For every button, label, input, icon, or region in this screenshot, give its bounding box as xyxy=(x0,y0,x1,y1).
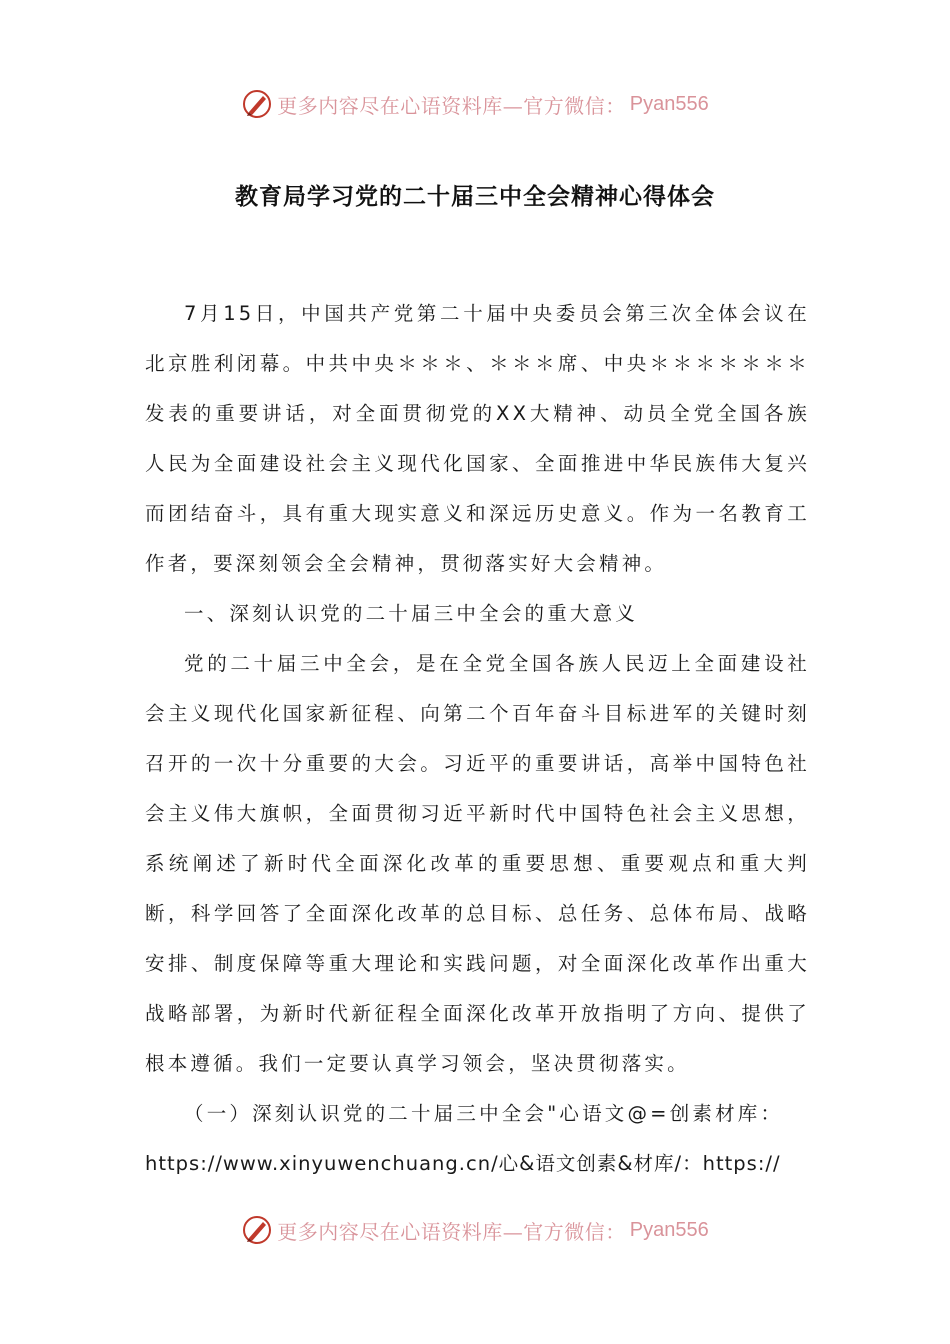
paragraph-intro: 7月15日，中国共产党第二十届中央委员会第三次全体会议在北京胜利闭幕。中共中央＊＊＊、＊＊＊席、中央＊＊＊＊＊＊＊发表的重要讲话，对全面贯彻党的XX大精神、动员全党全国各族人民为全面建设社会主义现代化国家、全面推进中华民族伟大复兴而团结奋斗，具有重大现实意义和深远历史意义。作为一名教育工作者，要深刻领会全会精神，贯彻落实好大会精神。 xyxy=(145,302,810,575)
subsection-heading-1: （一）深刻认识党的二十届三中全会"心语文@=创素材库： xyxy=(184,1102,784,1125)
header-watermark xyxy=(0,84,950,124)
watermark-wechat-id: Pyan556 xyxy=(629,92,709,115)
watermark-text: 更多内容尽在心语资料库—官方微信： xyxy=(277,93,626,118)
paragraph-significance: 党的二十届三中全会，是在全党全国各族人民迈上全面建设社会主义现代化国家新征程、向第二个百年奋斗目标进军的关键时刻召开的一次十分重要的大会。习近平的重要讲话，高举中国特色社会主义伟大旗帜，全面贯彻习近平新时代中国特色社会主义思想，系统阐述了新时代全面深化改革的重要思想、重要观点和重大判断，科学回答了全面深化改革的总目标、总任务、总体布局、战略安排、制度保障等重大理论和实践问题，对全面深化改革作出重大战略部署，为新时代新征程全面深化改革开放指明了方向、提供了根本遵循。我们一定要认真学习领会，坚决贯彻落实。 xyxy=(145,652,810,1075)
watermark-text: 更多内容尽在心语资料库—官方微信： xyxy=(277,1219,626,1244)
footer-watermark xyxy=(0,1210,950,1250)
url-line: https://www.xinyuwenchuang.cn/心&语文创素&材库/：https:// xyxy=(145,1152,781,1175)
document-body xyxy=(145,289,810,1189)
section-heading-1: 一、深刻认识党的二十届三中全会的重大意义 xyxy=(184,602,639,625)
pen-logo-icon xyxy=(241,1214,273,1246)
document-title: 教育局学习党的二十届三中全会精神心得体会 xyxy=(235,184,715,210)
watermark-wechat-id: Pyan556 xyxy=(629,1218,709,1241)
pen-logo-icon xyxy=(241,88,273,120)
